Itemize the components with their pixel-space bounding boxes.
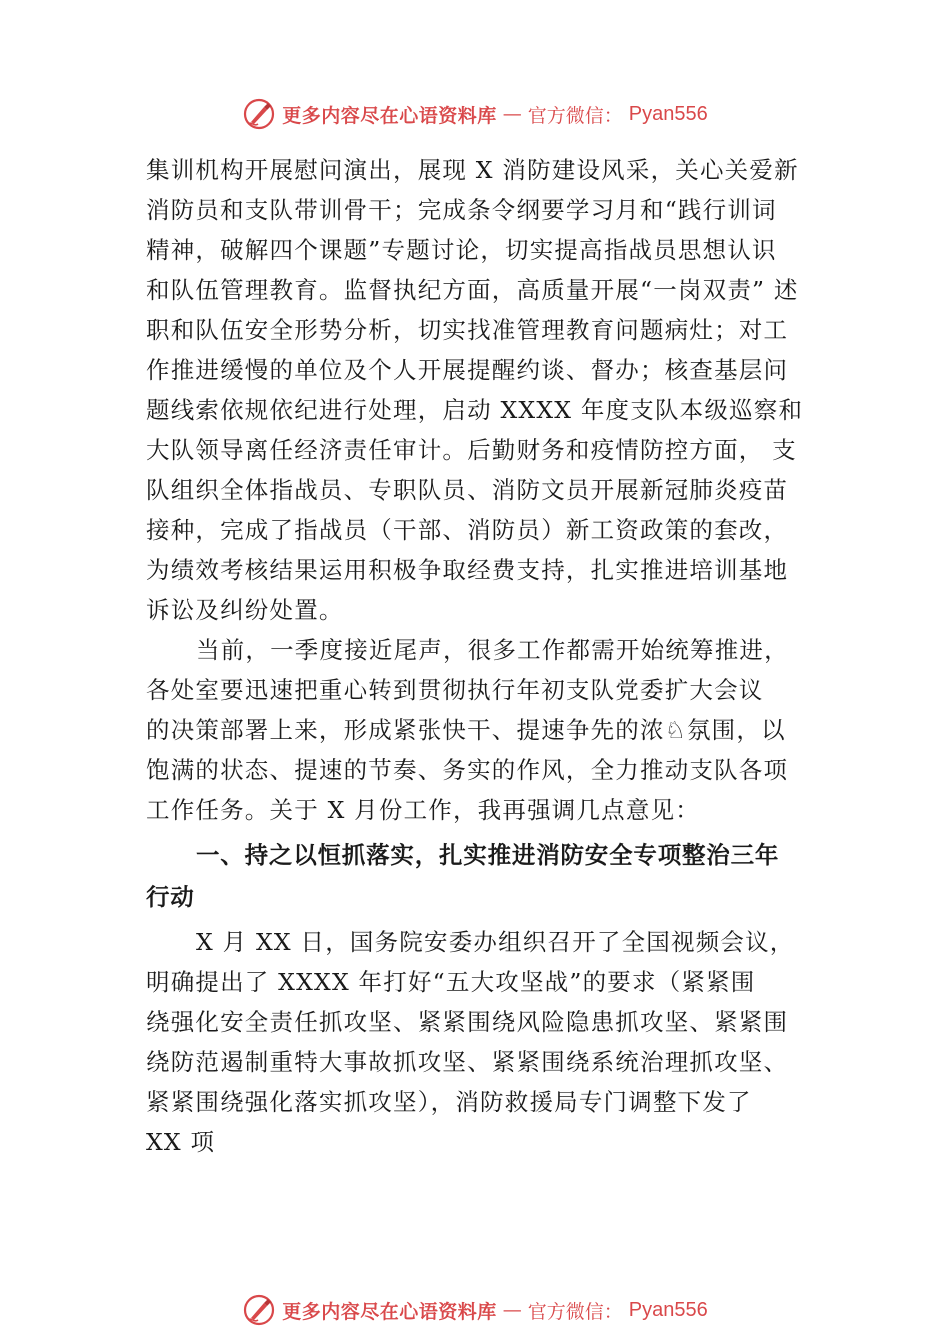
text-line: 当前，一季度接近尾声，很多工作都需开始统筹推进， [196,636,789,664]
paragraph-2 [146,630,818,830]
heading-line: 一、持之以恒抓落实，扎实推进消防安全专项整治三年 [196,841,780,869]
text-line: 诉讼及纠纷处置。 [146,596,344,624]
text-line: X 月 XX 日，国务院安委办组织召开了全国视频会议， [196,928,795,956]
text-line: 明确提出了 XXXX 年打好“五大攻坚战”的要求（紧紧围 [146,968,756,996]
text-line: 职和队伍安全形势分析，切实找准管理教育问题病灶；对工 [146,316,789,344]
text-line: 队组织全体指战员、专职队员、消防文员开展新冠肺炎疫苗 [146,476,789,504]
footer-wechat-id: Pyan556 [628,1298,708,1321]
text-line: 题线索依规依纪进行处理，启动 XXXX 年度支队本级巡察和 [146,396,804,424]
header-separator: — [502,103,522,125]
footer-banner [0,1290,950,1330]
header-wechat-label: 官方微信： [527,104,623,127]
footer-brand-text: 更多内容尽在心语资料库 [282,1300,497,1323]
paragraph-3 [146,922,818,1162]
section-heading-1 [146,834,818,918]
text-line: 的决策部署上来，形成紧张快干、提速争先的浓♘氛围，以 [146,716,786,744]
header-wechat-id: Pyan556 [628,102,708,125]
text-line: 作推进缓慢的单位及个人开展提醒约谈、督办；核查基层问 [146,356,789,384]
paragraph-1 [146,150,818,630]
text-line: 绕强化安全责任抓攻坚、紧紧围绕风险隐患抓攻坚、紧紧围 [146,1008,789,1036]
text-line: 为绩效考核结果运用积极争取经费支持，扎实推进培训基地 [146,556,789,584]
text-line: 集训机构开展慰问演出，展现 X 消防建设风采，关心关爱新 [146,156,799,184]
pen-circle-logo-icon [242,97,276,131]
text-line: 饱满的状态、提速的节奏、务实的作风，全力推动支队各项 [146,756,789,784]
text-line: 精神，破解四个课题”专题讨论，切实提高指战员思想认识 [146,236,777,264]
header-banner [0,94,950,134]
document-body [146,150,818,1162]
text-line: 紧紧围绕强化落实抓攻坚），消防救援局专门调整下发了 [146,1088,752,1116]
text-line: 大队领导离任经济责任审计。后勤财务和疫情防控方面， 支 [146,436,797,464]
header-brand-text: 更多内容尽在心语资料库 [282,104,497,127]
text-line: 绕防范遏制重特大事故抓攻坚、紧紧围绕系统治理抓攻坚、 [146,1048,789,1076]
text-line: 接种，完成了指战员（干部、消防员）新工资政策的套改， [146,516,789,544]
footer-separator: — [502,1299,522,1321]
heading-line: 行动 [146,883,195,911]
pen-circle-logo-icon [242,1293,276,1327]
text-line: 和队伍管理教育。监督执纪方面，高质量开展“一岗双责” 述 [146,276,799,304]
text-line: 各处室要迅速把重心转到贯彻执行年初支队党委扩大会议 [146,676,764,704]
footer-wechat-label: 官方微信： [527,1300,623,1323]
text-line: XX 项 [146,1128,216,1156]
text-line: 消防员和支队带训骨干；完成条令纲要学习月和“践行训词 [146,196,777,224]
text-line: 工作任务。关于 X 月份工作，我再强调几点意见： [146,796,700,824]
